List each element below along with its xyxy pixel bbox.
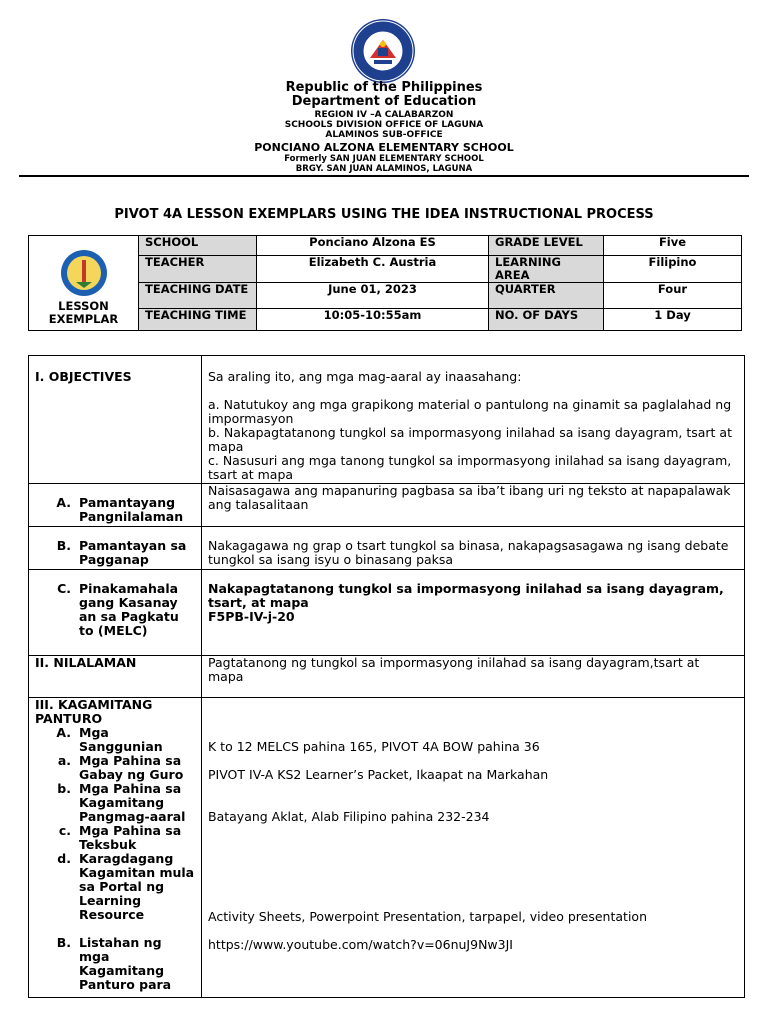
objective-item: c. Nasusuri ang mga tanong tungkol sa impormasyong inilahad sa isang dayagram, tsart at mapa <box>208 453 732 482</box>
nilalaman-row <box>29 656 745 698</box>
section-marker: b. <box>57 781 71 796</box>
teaching-date-value: June 01, 2023 <box>257 283 489 309</box>
teaching-time-value: 10:05-10:55am <box>257 309 489 331</box>
objectives-intro: Sa araling ito, ang mga mag-aaral ay inaasahang: <box>208 369 522 384</box>
youtube-link[interactable]: https://www.youtube.com/watch?v=06nuJ9Nw3JI <box>208 937 513 952</box>
teaching-time-label: TEACHING TIME <box>139 309 257 331</box>
address-heading: BRGY. SAN JUAN ALAMINOS, LAGUNA <box>295 164 473 174</box>
melc-code: F5PB-IV-j-20 <box>208 609 295 624</box>
lesson-plan-table <box>28 355 745 998</box>
objective-item: b. Nakapagtatanong tungkol sa impormasyong inilahad sa isang dayagram, tsart at mapa <box>208 425 732 454</box>
kagamitan-content <box>202 698 745 998</box>
section-marker: d. <box>57 851 71 866</box>
teacher-label: TEACHER <box>139 256 257 283</box>
section-marker: B. <box>56 935 71 950</box>
grade-level-label: GRADE LEVEL <box>489 236 604 256</box>
karagdagang-kagamitan-label: Karagdagang Kagamitan mula sa Portal ng Learning Resource <box>79 851 195 922</box>
learning-area-label: LEARNING AREA <box>489 256 604 283</box>
section-marker: B. <box>56 538 71 553</box>
document-title: PIVOT 4A LESSON EXEMPLARS USING THE IDEA INSTRUCTIONAL PROCESS <box>114 207 654 222</box>
quarter-label: QUARTER <box>489 283 604 309</box>
kagamitan-label: III. KAGAMITANG PANTURO <box>35 697 153 726</box>
content-standard-label: Pamantayang Pangnilalaman <box>79 495 184 524</box>
performance-standard-label: Pamantayan sa Pagganap <box>79 538 187 567</box>
republic-heading: Republic of the Philippines <box>285 80 483 95</box>
former-name-heading: Formerly SAN JUAN ELEMENTARY SCHOOL <box>284 154 484 164</box>
department-heading: Department of Education <box>291 94 477 109</box>
kagamitan-resources-value: Activity Sheets, Powerpoint Presentation, tarpapel, video presentation <box>208 909 647 924</box>
kagamitan-row <box>29 698 745 998</box>
nilalaman-text: Pagtatanong ng tungkol sa impormasyong inilahad sa isang dayagram,tsart at mapa <box>202 656 745 698</box>
gabay-guro-value: PIVOT IV-A KS2 Learner’s Packet, Ikaapat na Markahan <box>208 767 549 782</box>
lesson-info-table <box>28 235 742 331</box>
division-logo-cell <box>29 236 139 331</box>
exemplar-label: EXEMPLAR <box>48 312 119 326</box>
content-standard-row <box>29 484 745 527</box>
school-value: Ponciano Alzona ES <box>257 236 489 256</box>
teaching-date-label: TEACHING DATE <box>139 283 257 309</box>
days-label: NO. OF DAYS <box>489 309 604 331</box>
section-marker: A. <box>56 725 71 740</box>
objectives-label: I. OBJECTIVES <box>29 356 202 484</box>
sanggunian-value: K to 12 MELCS pahina 165, PIVOT 4A BOW pahina 36 <box>208 739 540 754</box>
sanggunian-label: Mga Sanggunian <box>79 725 163 754</box>
section-marker: c. <box>58 823 71 838</box>
grade-level-value: Five <box>604 236 742 256</box>
school-label: SCHOOL <box>139 236 257 256</box>
days-value: 1 Day <box>604 309 742 331</box>
teksbuk-label: Mga Pahina sa Teksbuk <box>79 823 182 852</box>
learning-area-value: Filipino <box>604 256 742 283</box>
lesson-label: LESSON <box>58 299 109 313</box>
division-heading: SCHOOLS DIVISION OFFICE OF LAGUNA <box>284 120 484 130</box>
nilalaman-label: II. NILALAMAN <box>29 656 202 698</box>
deped-seal-logo <box>350 18 416 84</box>
sub-office-heading: ALAMINOS SUB-OFFICE <box>325 130 443 140</box>
header-divider <box>19 175 749 177</box>
section-marker: A. <box>56 495 71 510</box>
content-standard-text: Naisasagawa ang mapanuring pagbasa sa iba’t ibang uri ng teksto at napapalawak ang talasalitaan <box>202 484 745 527</box>
performance-standard-row <box>29 527 745 570</box>
melc-row <box>29 570 745 656</box>
melc-competency: Nakapagtatanong tungkol sa impormasyong inilahad sa isang dayagram, tsart, at mapa <box>208 581 724 610</box>
listahan-label: Listahan ng mga Kagamitang Panturo para <box>79 935 172 992</box>
objectives-row <box>29 356 745 484</box>
section-marker: C. <box>57 581 71 596</box>
teacher-value: Elizabeth C. Austria <box>257 256 489 283</box>
section-marker: a. <box>57 753 71 768</box>
batayang-aklat-value: Batayang Aklat, Alab Filipino pahina 232-234 <box>208 809 490 824</box>
kagamitang-pangmag-aaral-label: Mga Pahina sa Kagamitang Pangmag-aaral <box>79 781 186 824</box>
quarter-value: Four <box>604 283 742 309</box>
objectives-content <box>202 356 745 484</box>
gabay-guro-label: Mga Pahina sa Gabay ng Guro <box>79 753 184 782</box>
region-heading: REGION IV –A CALABARZON <box>314 110 454 120</box>
school-heading: PONCIANO ALZONA ELEMENTARY SCHOOL <box>254 141 514 154</box>
objective-item: a. Natutukoy ang mga grapikong material o pantulong na ginamit sa paglalahad ng impormasyon <box>208 397 732 426</box>
performance-standard-text: Nakagagawa ng grap o tsart tungkol sa binasa, nakapagsasagawa ng isang debate tungkol sa isang isyu o binasang paksa <box>202 527 745 570</box>
melc-label: Pinakamahalagang Kasanayan sa Pagkatuto (MELC) <box>79 581 179 638</box>
division-logo <box>54 248 114 298</box>
